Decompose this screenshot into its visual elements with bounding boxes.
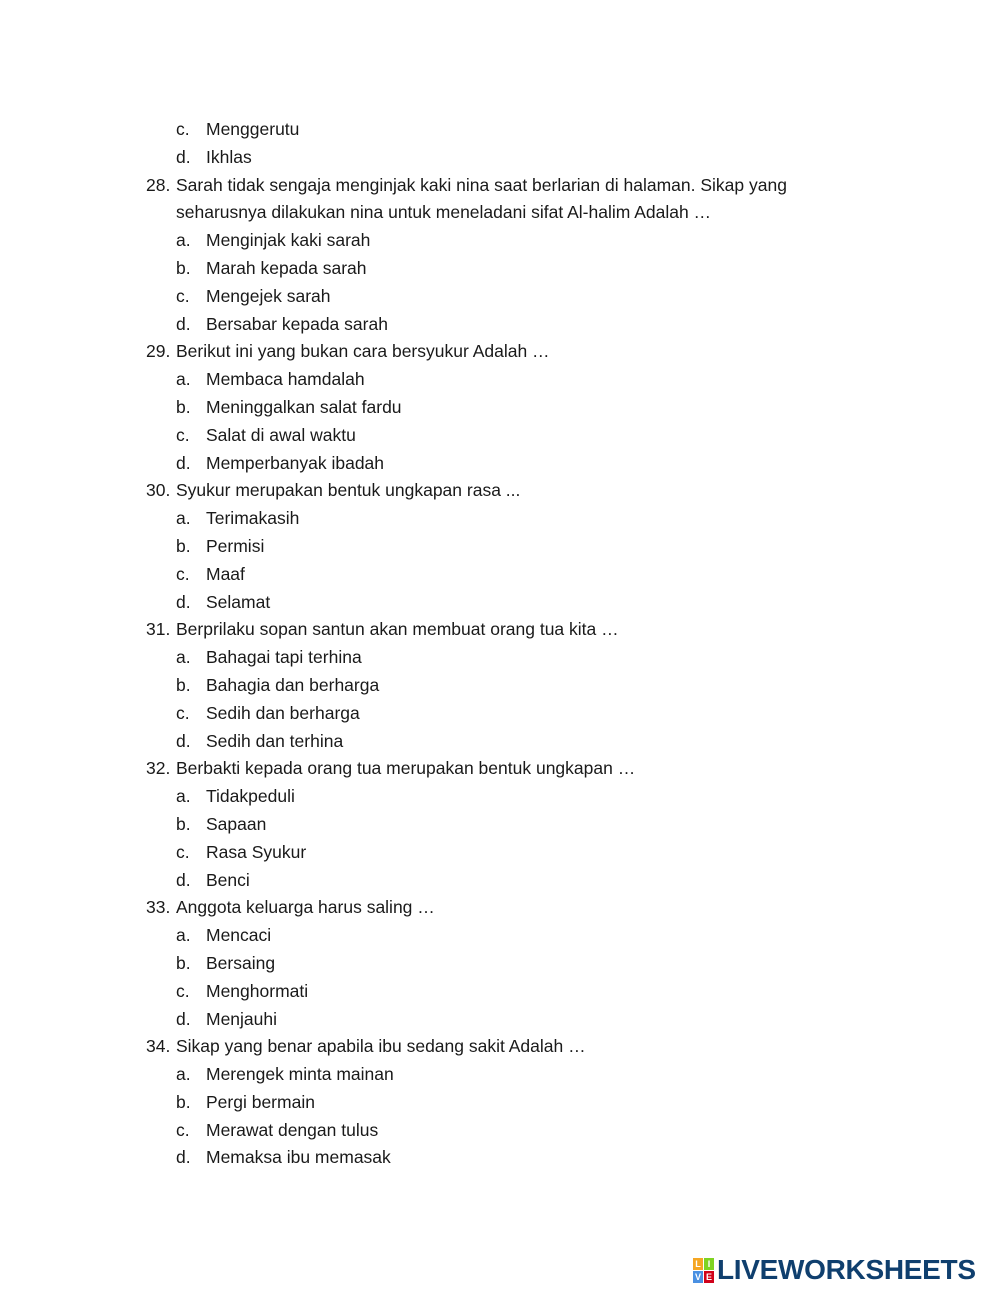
option-text: Pergi bermain — [206, 1091, 315, 1112]
option-text: Mencaci — [206, 925, 272, 946]
option-text: Tidakpeduli — [206, 786, 295, 807]
option-letter: d. — [176, 313, 191, 334]
answer-option — [146, 644, 846, 672]
answer-option — [146, 978, 846, 1006]
answer-option — [146, 839, 846, 867]
option-text: Memaksa ibu memasak — [206, 1147, 391, 1168]
option-letter: d. — [176, 591, 191, 612]
answer-option — [146, 672, 846, 700]
option-text: Terimakasih — [206, 508, 300, 529]
answer-option — [146, 366, 846, 394]
answer-option — [146, 1117, 846, 1145]
answer-option — [146, 728, 846, 756]
answer-option — [146, 533, 846, 561]
option-letter: c. — [176, 424, 190, 445]
option-letter: d. — [176, 146, 191, 167]
option-letter: d. — [176, 1147, 191, 1168]
option-text: Merawat dengan tulus — [206, 1119, 379, 1140]
option-text: Maaf — [206, 563, 245, 584]
question-line — [146, 616, 846, 644]
question-line — [146, 894, 846, 922]
option-letter: b. — [176, 674, 191, 695]
question-text: Berprilaku sopan santun akan membuat orang tua kita … — [176, 619, 619, 640]
answer-option — [146, 450, 846, 478]
question-text: Syukur merupakan bentuk ungkapan rasa ... — [176, 480, 521, 501]
question-text: seharusnya dilakukan nina untuk meneladani sifat Al-halim Adalah … — [176, 202, 712, 223]
option-text: Benci — [206, 869, 250, 890]
question-number: 31. — [146, 619, 171, 640]
logo-badge-icon — [693, 1258, 714, 1283]
answer-option — [146, 589, 846, 617]
option-letter: a. — [176, 786, 191, 807]
option-text: Mengejek sarah — [206, 285, 331, 306]
answer-option — [146, 394, 846, 422]
option-text: Sedih dan berharga — [206, 702, 360, 723]
logo-text: LIVEWORKSHEETS — [717, 1254, 976, 1285]
option-text: Bahagai tapi terhina — [206, 647, 362, 668]
option-text: Bersaing — [206, 952, 276, 973]
answer-option — [146, 311, 846, 339]
option-letter: c. — [176, 285, 190, 306]
logo-badge-letter: E — [705, 1271, 712, 1282]
option-letter: d. — [176, 1008, 191, 1029]
option-text: Menginjak kaki sarah — [206, 230, 371, 251]
answer-option — [146, 422, 846, 450]
question-number: 30. — [146, 480, 171, 501]
question-text: Sarah tidak sengaja menginjak kaki nina saat berlarian di halaman. Sikap yang — [176, 174, 787, 195]
option-text: Rasa Syukur — [206, 841, 307, 862]
option-letter: a. — [176, 369, 191, 390]
option-text: Bersabar kepada sarah — [206, 313, 388, 334]
option-text: Menggerutu — [206, 119, 300, 139]
option-letter: c. — [176, 702, 190, 723]
question-line — [146, 172, 846, 200]
option-letter: c. — [176, 563, 190, 584]
option-letter: a. — [176, 647, 191, 668]
question-line — [146, 755, 846, 783]
question-text: Berikut ini yang bukan cara bersyukur Adalah … — [176, 341, 550, 362]
option-letter: c. — [176, 119, 190, 139]
answer-option — [146, 950, 846, 978]
answer-option — [146, 1144, 846, 1172]
option-letter: a. — [176, 925, 191, 946]
option-letter: a. — [176, 1064, 191, 1085]
option-text: Sedih dan terhina — [206, 730, 344, 751]
answer-option — [146, 144, 846, 172]
question-number: 32. — [146, 758, 171, 779]
option-text: Membaca hamdalah — [206, 369, 365, 390]
option-text: Bahagia dan berharga — [206, 674, 380, 695]
answer-option — [146, 811, 846, 839]
logo-badge-letter: L — [693, 1258, 703, 1270]
question-number: 34. — [146, 1036, 171, 1057]
answer-option — [146, 505, 846, 533]
answer-option — [146, 1089, 846, 1117]
option-text: Sapaan — [206, 813, 267, 834]
option-text: Merengek minta mainan — [206, 1064, 394, 1085]
option-letter: c. — [176, 841, 190, 862]
logo-badge-letter: I — [704, 1258, 714, 1270]
option-letter: d. — [176, 452, 191, 473]
answer-option — [146, 783, 846, 811]
answer-option — [146, 283, 846, 311]
logo-badge-letter: V — [694, 1271, 701, 1282]
answer-option — [146, 867, 846, 895]
question-number: 28. — [146, 174, 171, 195]
option-text: Salat di awal waktu — [206, 424, 356, 445]
option-text: Meninggalkan salat fardu — [206, 396, 402, 417]
option-letter: a. — [176, 508, 191, 529]
question-text: Sikap yang benar apabila ibu sedang sakit Adalah … — [176, 1036, 586, 1057]
question-line — [146, 338, 846, 366]
answer-option — [146, 1061, 846, 1089]
option-letter: d. — [176, 869, 191, 890]
option-letter: b. — [176, 813, 191, 834]
option-letter: b. — [176, 257, 191, 278]
question-text: Anggota keluarga harus saling … — [176, 897, 435, 918]
option-text: Marah kepada sarah — [206, 257, 367, 278]
question-list — [146, 116, 846, 1172]
question-number: 33. — [146, 897, 171, 918]
option-text: Memperbanyak ibadah — [206, 452, 385, 473]
option-letter: b. — [176, 1091, 191, 1112]
question-text-continuation — [146, 199, 846, 227]
option-letter: b. — [176, 952, 191, 973]
option-text: Menjauhi — [206, 1008, 278, 1029]
option-letter: c. — [176, 980, 190, 1001]
answer-option — [146, 1006, 846, 1034]
question-text: Berbakti kepada orang tua merupakan bentuk ungkapan … — [176, 758, 636, 779]
answer-option — [146, 227, 846, 255]
answer-option — [146, 561, 846, 589]
question-line — [146, 477, 846, 505]
answer-option — [146, 922, 846, 950]
question-line — [146, 1033, 846, 1061]
answer-option — [146, 255, 846, 283]
option-text: Ikhlas — [206, 146, 252, 167]
option-text: Permisi — [206, 535, 265, 556]
question-number: 29. — [146, 341, 171, 362]
liveworksheets-logo — [693, 1256, 976, 1284]
option-text: Menghormati — [206, 980, 309, 1001]
answer-option — [146, 116, 846, 144]
answer-option — [146, 700, 846, 728]
option-letter: a. — [176, 230, 191, 251]
option-letter: b. — [176, 396, 191, 417]
option-letter: c. — [176, 1119, 190, 1140]
option-text: Selamat — [206, 591, 271, 612]
option-letter: d. — [176, 730, 191, 751]
option-letter: b. — [176, 535, 191, 556]
